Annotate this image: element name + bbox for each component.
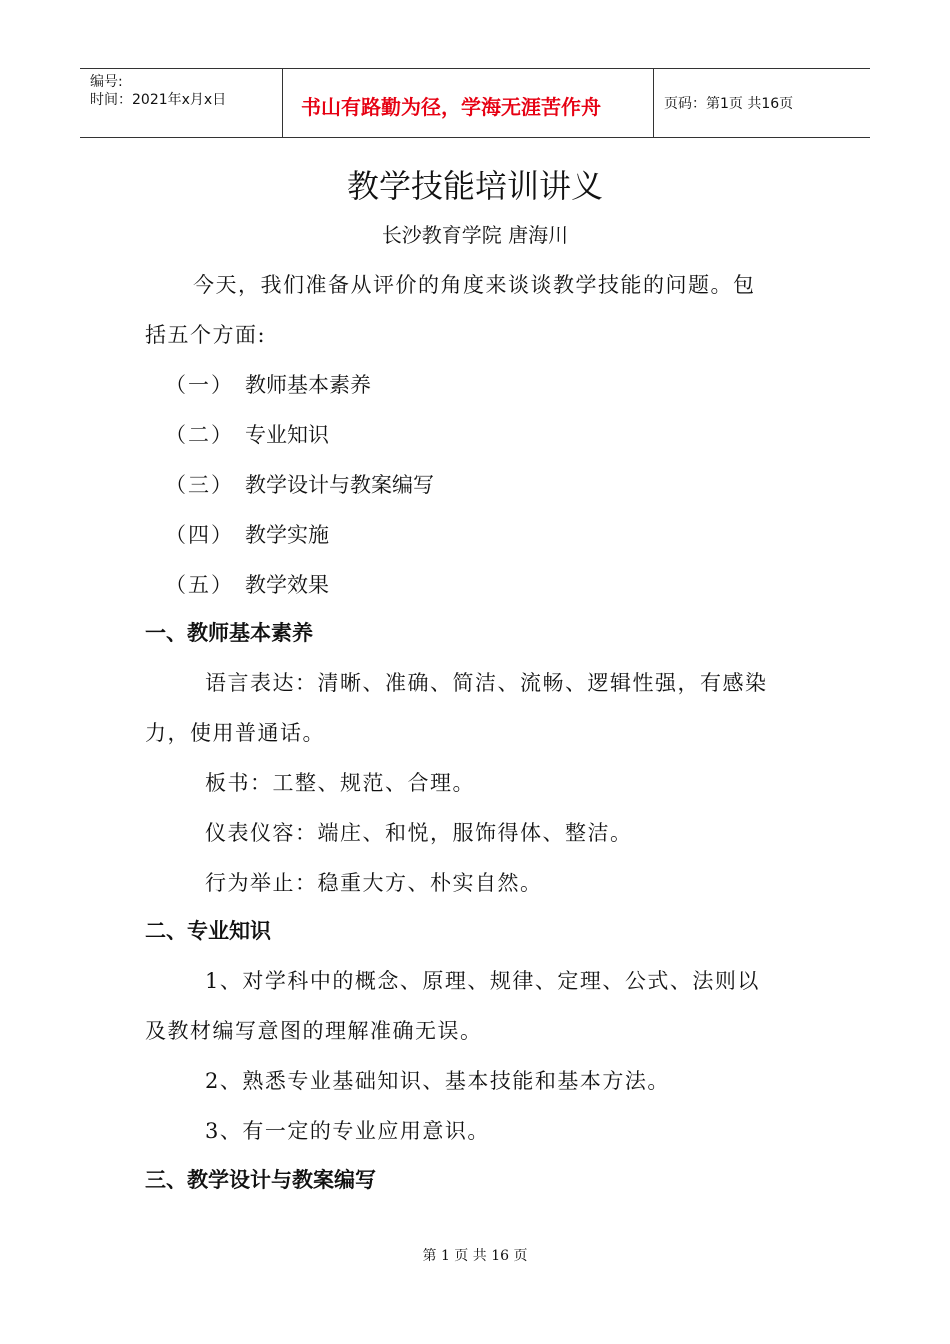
header-meta-cell (80, 69, 280, 137)
paragraph-line: 及教材编写意图的理解准确无误。 (145, 1019, 483, 1043)
outline-number: （三） (165, 473, 234, 497)
document-title: 教学技能培训讲义 (346, 167, 603, 205)
outline-item (165, 570, 329, 600)
paragraph-line: 1、对学科中的概念、原理、规律、定理、公式、法则以 (205, 969, 760, 993)
document-code-label: 编号: (90, 74, 123, 90)
header-page-cell (654, 69, 870, 137)
paragraph-line: 语言表达：清晰、准确、简洁、流畅、逻辑性强，有感染 (205, 671, 768, 695)
paragraph-line: 行为举止：稳重大方、朴实自然。 (205, 871, 543, 895)
intro-line-1: 今天，我们准备从评价的角度来谈谈教学技能的问题。包 (193, 273, 756, 297)
outline-text: 教师基本素养 (245, 373, 371, 397)
section-heading: 三、教学设计与教案编写 (145, 1168, 376, 1192)
outline-number: （一） (165, 373, 234, 397)
paragraph-line: 板书：工整、规范、合理。 (205, 771, 475, 795)
header-page-info: 页码：第1页 共16页 (664, 96, 794, 112)
paragraph-line: 力，使用普通话。 (145, 721, 325, 745)
outline-number: （五） (165, 573, 234, 597)
outline-number: （四） (165, 523, 234, 547)
outline-item (165, 420, 329, 450)
outline-text: 教学实施 (245, 523, 329, 547)
outline-text: 专业知识 (245, 423, 329, 447)
outline-item (165, 370, 371, 400)
page-footer: 第 1 页 共 16 页 (422, 1248, 528, 1264)
outline-text: 教学效果 (245, 573, 329, 597)
document-time-label: 时间：2021年x月x日 (90, 92, 227, 108)
intro-line-2: 括五个方面: (145, 323, 267, 347)
paragraph-line: 3、有一定的专业应用意识。 (205, 1119, 490, 1143)
outline-item (165, 470, 434, 500)
outline-text: 教学设计与教案编写 (245, 473, 434, 497)
document-author: 长沙教育学院 唐海川 (381, 223, 569, 247)
paragraph-line: 2、熟悉专业基础知识、基本技能和基本方法。 (205, 1069, 670, 1093)
section-heading: 一、教师基本素养 (145, 621, 313, 645)
outline-number: （二） (165, 423, 234, 447)
section-heading: 二、专业知识 (145, 919, 271, 943)
header-motto: 书山有路勤为径，学海无涯苦作舟 (301, 95, 601, 119)
paragraph-line: 仪表仪容：端庄、和悦，服饰得体、整洁。 (205, 821, 633, 845)
outline-item (165, 520, 329, 550)
document-header (80, 68, 870, 138)
header-motto-cell (282, 69, 654, 137)
